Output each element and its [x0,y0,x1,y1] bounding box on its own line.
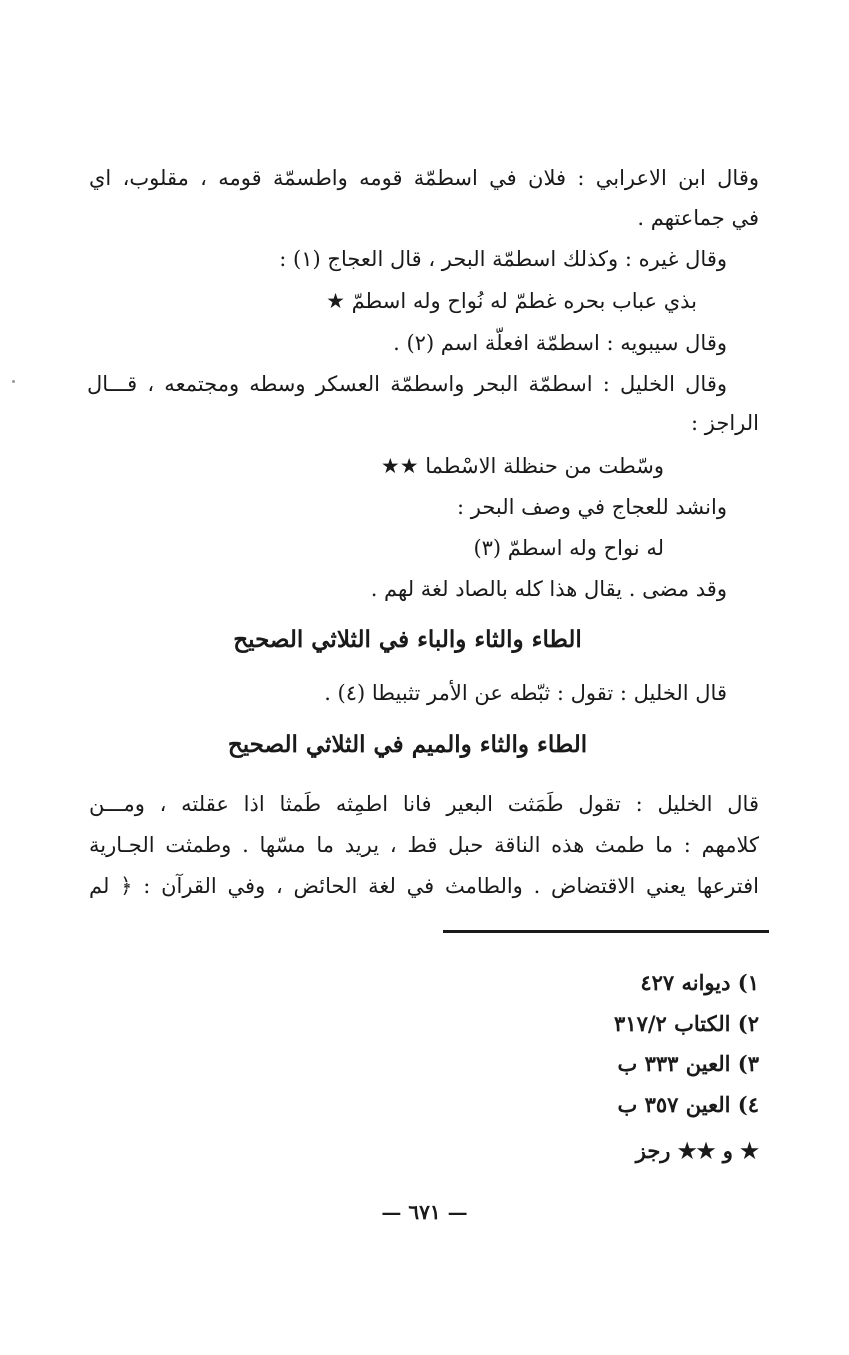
body-line-4: وقال سيبويه : اسطمّة افعلّة اسم (٢) . [393,331,727,355]
body-line-1: وقال ابن الاعرابي : فلان في اسطمّة قومه واطسمّة قومه ، مقلوب، اي [89,166,759,190]
body-line-2: في جماعتهم . [637,206,759,230]
body-line-5: وقال الخليل : اسطمّة البحر واسطمّة العسكر وسطه ومجتمعه ، قـــال [87,372,727,396]
footnote-2: ٢) الكتاب ٣١٧/٢ [614,1011,759,1036]
footnote-1: ١) ديوانه ٤٢٧ [640,970,759,995]
verse-line-3: له نواح وله اسطمّ (٣) [473,536,664,560]
section-2-line-1: قال الخليل : تقول طَمَثت البعير فانا اطمِثه طَمثا اذا عقلته ، ومـــن [89,792,759,816]
verse-line-2: وسّطت من حنظلة الاسْطما ★★ [380,454,664,478]
body-line-7: وانشد للعجاج في وصف البحر : [457,495,727,519]
body-line-3: وقال غيره : وكذلك اسطمّة البحر ، قال العجاج (١) : [279,247,727,271]
section-heading-1: الطاء والثاء والباء في الثلاثي الصحيح [233,626,582,653]
verse-line-1: بذي عباب بحره غطمّ له نُواح وله اسطمّ ★ [326,289,697,313]
footnote-4: ٤) العين ٣٥٧ ب [617,1092,759,1117]
body-line-6: الراجز : [691,411,759,435]
footnote-separator [443,930,769,933]
section-2-line-2: كلامهم : ما طمث هذه الناقة حبل قط ، يريد ما مسّها . وطمثت الجـارية [89,833,759,857]
section-heading-2: الطاء والثاء والميم في الثلاثي الصحيح [227,731,588,758]
footnote-5: ★ و ★★ رجز [635,1138,759,1163]
section-2-line-3: افترعها يعني الاقتضاض . والطامث في لغة الحائض ، وفي القرآن : ﴿ لم [89,874,759,898]
body-line-8: وقد مضى . يقال هذا كله بالصاد لغة لهم . [370,577,727,601]
page-number: — ٦٧١ — [381,1200,468,1224]
scan-speck [12,380,15,383]
footnote-3: ٣) العين ٣٣٣ ب [617,1051,759,1076]
section-1-line: قال الخليل : تقول : ثبّطه عن الأمر تثبيطا (٤) . [324,681,727,705]
